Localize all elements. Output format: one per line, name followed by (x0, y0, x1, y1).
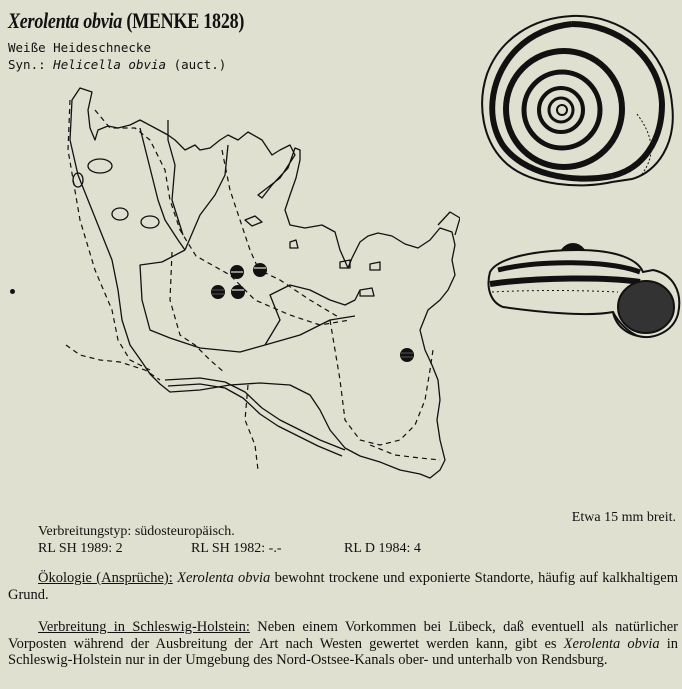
red-list-label: RL SH 1989: (38, 541, 113, 556)
species-title (8, 8, 244, 34)
shell-top-view-illustration (472, 4, 680, 194)
red-list-value: 2 (115, 541, 123, 556)
synonym-line (8, 57, 226, 72)
stray-dot (10, 289, 15, 294)
ecology-paragraph (8, 570, 678, 603)
red-list-d-1984 (344, 541, 421, 557)
red-list-value: -.- (268, 541, 282, 556)
common-name: Weiße Heideschnecke (8, 40, 151, 55)
distribution-heading: Verbreitung in Schleswig-Holstein: (38, 619, 250, 635)
ecology-species: Xerolenta obvia (177, 570, 271, 586)
size-caption: Etwa 15 mm breit. (571, 510, 676, 525)
synonym-suffix: (auct.) (173, 57, 227, 72)
ecology-heading: Ökologie (Ansprüche): (38, 570, 173, 586)
shell-side-view-illustration (478, 232, 682, 342)
species-author: (MENKE 1828) (126, 8, 245, 33)
distribution-type: Verbreitungstyp: südosteuropäisch. (38, 524, 235, 539)
distribution-species: Xerolenta obvia (563, 635, 660, 652)
distribution-map (60, 80, 460, 500)
record-markers (211, 263, 414, 362)
red-list-sh-1989 (38, 541, 191, 557)
species-name: Xerolenta obvia (8, 8, 123, 33)
synonym-name: Helicella obvia (53, 57, 167, 72)
red-list-label: RL SH 1982: (191, 541, 266, 556)
ecology-text: bewohnt trockene und exponierte Standorte, häufig auf kalkhaltigem Grund. (8, 570, 679, 603)
red-list-value: 4 (413, 541, 421, 556)
red-list-label: RL D 1984: (344, 541, 411, 556)
red-list-line (38, 541, 421, 557)
distribution-paragraph (8, 619, 678, 669)
red-list-sh-1982 (191, 541, 344, 557)
distribution-text-1: Neben einem Vorkommen bei Lübeck, daß eventuell als natürlicher Vorposten während der Ausbreitung der Art nach Westen gewertet werden kann, gibt es (8, 619, 678, 652)
map-coastline (70, 88, 455, 478)
synonym-label: Syn.: (8, 57, 46, 72)
distribution-text-2: in Schleswig-Holstein nur in der Umgebung des Nord-Ostsee-Kanals ober- und unterhalb von Rendsburg. (8, 635, 679, 668)
